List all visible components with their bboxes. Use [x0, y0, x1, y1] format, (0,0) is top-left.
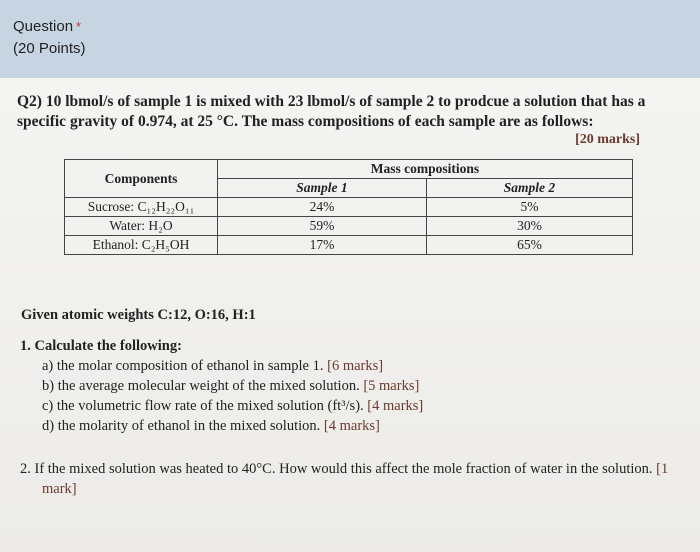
subitem-a-marks: [6 marks] — [327, 358, 384, 374]
subitem-b-marks: [5 marks] — [363, 378, 420, 394]
header-sample-2: Sample 2 — [427, 179, 633, 198]
subitem-d — [42, 416, 423, 436]
part-2-text: 2. If the mixed solution was heated to 40°C. How would this affect the mole fraction of water in the solution. — [20, 461, 653, 477]
table-row — [65, 198, 633, 217]
cell-sample-1: 24% — [218, 198, 427, 217]
part-1-lead: 1. Calculate the following: — [20, 338, 182, 354]
subitem-b — [42, 376, 423, 396]
part-1-subitems — [42, 356, 423, 436]
subitem-c-marks: [4 marks] — [367, 398, 424, 414]
header-mass-compositions: Mass compositions — [218, 160, 633, 179]
question-marks: [20 marks] — [575, 132, 640, 147]
question-image — [0, 78, 700, 552]
question-text: Q2) 10 lbmol/s of sample 1 is mixed with 23 lbmol/s of sample 2 to prodcue a solution that has a specific gravity of 0.974, at 25 °C. The mass compositions of each sample are as follows: — [17, 93, 646, 130]
given-atomic-weights: Given atomic weights C:12, O:16, H:1 — [21, 307, 256, 323]
required-mark: * — [76, 19, 82, 34]
question-points: (20 Points) — [13, 40, 86, 57]
subitem-d-marks: [4 marks] — [323, 418, 380, 434]
question-header — [0, 0, 700, 78]
header-sample-1: Sample 1 — [218, 179, 427, 198]
table-header-row — [65, 160, 633, 179]
part-1 — [20, 336, 423, 436]
table-row — [65, 236, 633, 255]
subitem-a-text: a) the molar composition of ethanol in sample 1. — [42, 358, 324, 374]
subitem-a — [42, 356, 423, 376]
composition-table — [64, 159, 633, 255]
subitem-d-text: d) the molarity of ethanol in the mixed solution. — [42, 418, 321, 434]
subitem-c-text: c) the volumetric flow rate of the mixed solution (ft³/s). — [42, 398, 364, 414]
cell-component: Sucrose: C₁₂H₂₂O₁₁ — [65, 198, 218, 217]
cell-sample-1: 17% — [218, 236, 427, 255]
part-2-marks: [1 mark] — [42, 461, 669, 497]
question-title: Question — [13, 18, 74, 35]
cell-sample-2: 65% — [427, 236, 633, 255]
subitem-b-text: b) the average molecular weight of the mixed solution. — [42, 378, 360, 394]
part-2 — [20, 459, 682, 499]
question-label — [13, 18, 81, 35]
cell-sample-1: 59% — [218, 217, 427, 236]
cell-component: Ethanol: C₂H₅OH — [65, 236, 218, 255]
cell-component: Water: H₂O — [65, 217, 218, 236]
cell-sample-2: 5% — [427, 198, 633, 217]
header-components: Components — [65, 160, 218, 198]
table-row — [65, 217, 633, 236]
subitem-c — [42, 396, 423, 416]
cell-sample-2: 30% — [427, 217, 633, 236]
